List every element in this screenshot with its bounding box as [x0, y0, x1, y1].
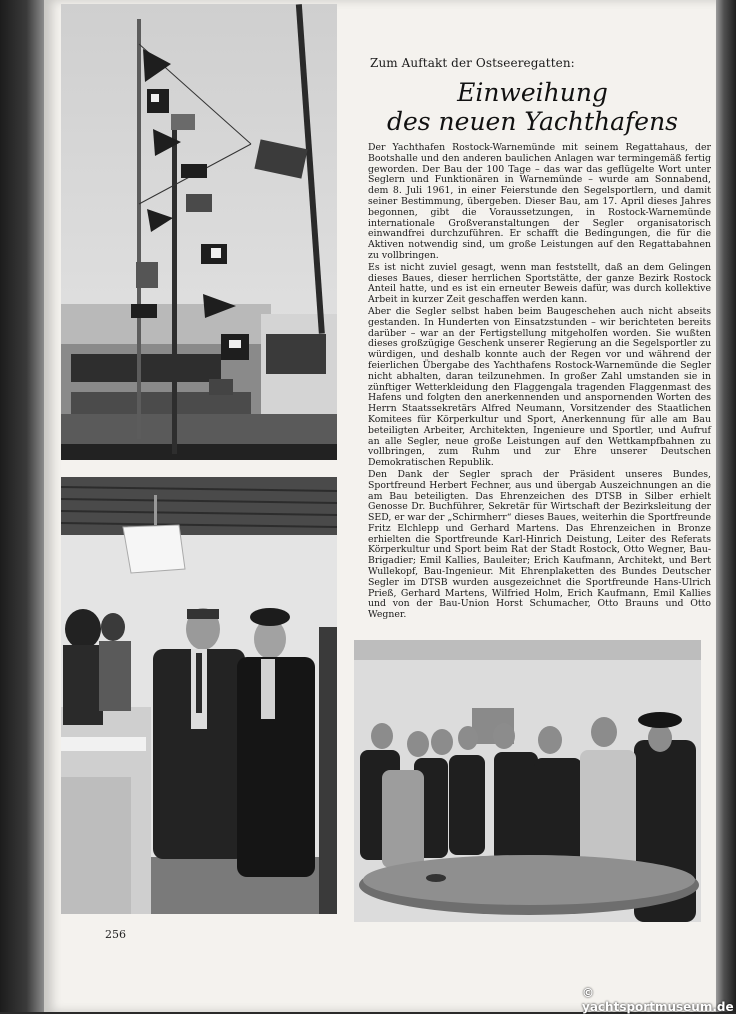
article-headline — [360, 78, 705, 136]
scan-shadow-right — [716, 0, 736, 1012]
page-number: 256 — [105, 928, 126, 941]
article-paragraph: Aber die Segler selbst haben beim Baugeschehen auch nicht abseits gestanden. In Hunderten von Einsatzstunden – wir berichteten bereits darüber – war an der Fertigstellung mitgeholfen worden. Sie wußten dieses großzügige Geschenk unserer Regierung an die Segelsportler zu würdigen, und deshalb konnte auch der Regen vor und während der feierlichen Übergabe des Yachthafens Rostock-Warnemünde die Segler nicht abhalten, daran teilzunehmen. In großer Zahl umstanden sie in zünftiger Wetterkleidung den Flaggengala tragenden Flaggenmast des Hafens und folgten den anerkennenden und anspornenden Worten des Herrn Staatssekretärs Alfred Neumann, Vorsitzender des Staatlichen Komitees für Körperkultur und Sport, Anerkennung für alle am Bau beteiligten Arbeiter, Architekten, Ingenieure und Sportler, und Aufruf an alle Segler, neue große Leistungen auf den Wettkampfbahnen zu vollbringen, zum Ruhm und zur Ehre unserer Deutschen Demokratischen Republik. — [368, 305, 711, 469]
article-body — [368, 143, 711, 622]
scan-shadow-left — [0, 0, 44, 1012]
photo-group-clubroom — [354, 640, 701, 922]
headline-line-1: Einweihung — [457, 78, 608, 107]
article-paragraph: Der Yachthafen Rostock-Warnemünde mit seinem Regattahaus, der Bootshalle und den anderen baulichen Anlagen war termingemäß fertig geworden. Der Bau der 100 Tage – das war das geflügelte Wort unter Seglern und Funktionären in Warnemünde – wurde am Sonnabend, dem 8. Juli 1961, in einer Feierstunde den Segelsportlern, und damit seiner Bestimmung, übergeben. Dieser Bau, am 17. April dieses Jahres begonnen, gibt die Voraussetzungen, in Rostock-Warnemünde internationale Großveranstaltungen der Segler organisatorisch einwandfrei durchzuführen. Er schafft die Bedingungen, die für die Aktiven notwendig sind, um große Leistungen auf den Regattabahnen zu vollbringen. — [368, 142, 711, 261]
watermark: © yachtsportmuseum.de — [582, 986, 734, 1014]
headline-line-2: des neuen Yachthafens — [386, 107, 678, 136]
photo-flagpole-regattahaus — [61, 4, 337, 460]
article-kicker: Zum Auftakt der Ostseeregatten: — [370, 56, 575, 70]
article-paragraph: Es ist nicht zuviel gesagt, wenn man feststellt, daß an dem Gelingen dieses Baues, dieser herrlichen Sportstätte, der ganze Bezirk Rostock Anteil hatte, und es ist ein erneuter Beweis dafür, was durch kollektive Arbeit in kurzer Zeit geschaffen werden kann. — [368, 261, 711, 306]
article-paragraph: Den Dank der Segler sprach der Präsident unseres Bundes, Sportfreund Herbert Fechner, aus und übergab Auszeichnungen an die am Bau beteiligten. Das Ehrenzeichen des DTSB in Silber erhielt Genosse Dr. Buchführer, Sekretär für Wirtschaft der Bezirksleitung der SED, er war der „Schirmherr“ dieses Baues, weiterhin die Sportfreunde Fritz Elchlepp und Gerhard Martens. Das Ehrenzeichen in Bronze erhielten die Sportfreunde Karl-Hinrich Deistung, Leiter des Referats Körperkultur und Sport beim Rat der Stadt Rostock, Otto Wegner, Bau-Brigadier; Emil Kallies, Bauleiter; Erich Kaufmann, Architekt, und Bert Wullekopf, Bau-Ingenieur. Mit Ehrenplaketten des Bundes Deutscher Segler im DTSB wurden ausgezeichnet die Sportfreunde Hans-Ulrich Prieß, Gerhard Martens, Wilfried Holm, Erich Kaufmann, Emil Kallies und von der Bau-Union Horst Schumacher, Otto Brauns und Otto Wegner. — [368, 468, 711, 621]
photo-officials-indoor — [61, 477, 337, 914]
